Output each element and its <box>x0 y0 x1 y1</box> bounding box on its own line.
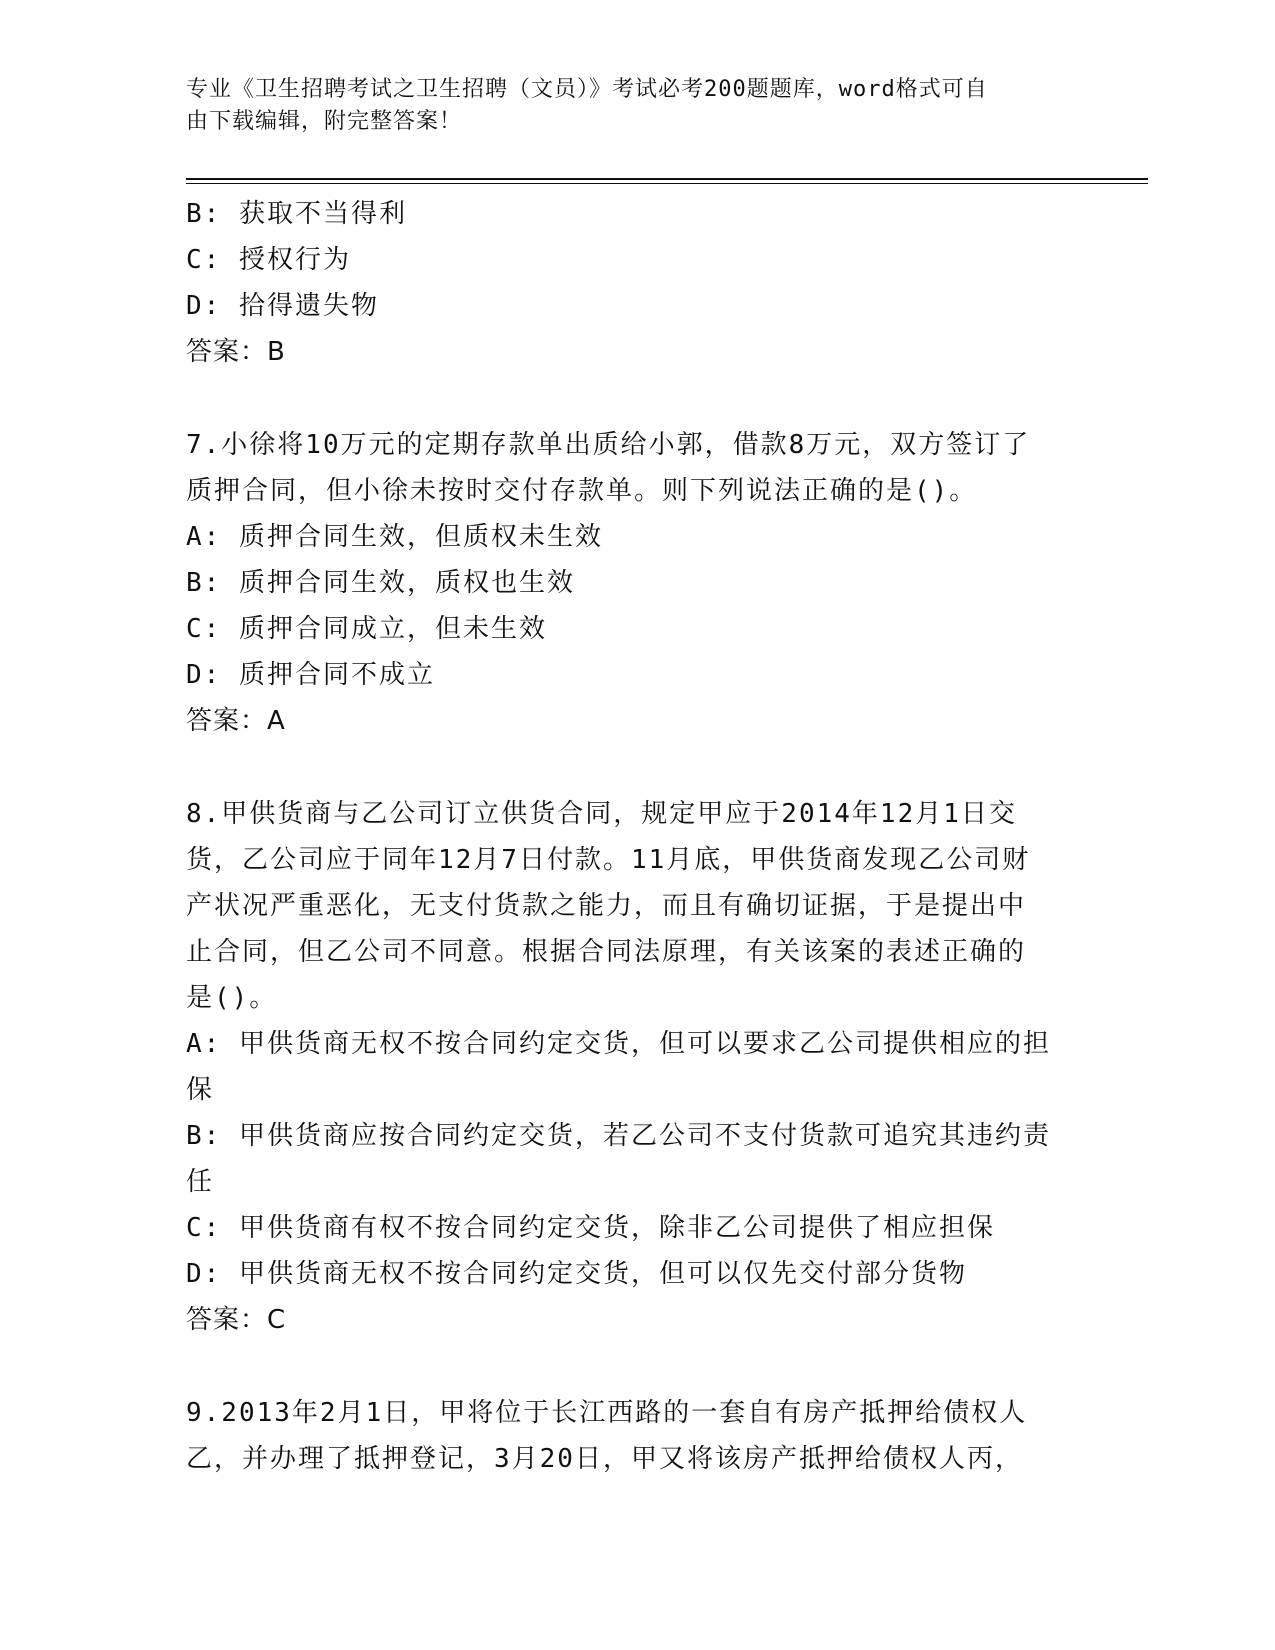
answer-line: 答案：B <box>186 337 286 367</box>
question-8 <box>186 791 1086 1343</box>
option-b-continued: 任 <box>186 1167 215 1197</box>
question-spacer <box>186 1343 1086 1390</box>
option-c: C: 质押合同成立，但未生效 <box>186 614 547 644</box>
option-d: D: 质押合同不成立 <box>186 660 435 690</box>
option-b: B: 获取不当得利 <box>186 199 407 229</box>
option-b: B: 质押合同生效，质权也生效 <box>186 568 575 598</box>
question-text-line: 乙，并办理了抵押登记，3月20日，甲又将该房产抵押给债权人丙， <box>186 1444 1023 1474</box>
answer-line: 答案：C <box>186 1305 287 1335</box>
page-header <box>186 74 1066 138</box>
question-text-line: 是()。 <box>186 983 278 1013</box>
question-spacer <box>186 375 1086 422</box>
option-c: C: 甲供货商有权不按合同约定交货，除非乙公司提供了相应担保 <box>186 1213 995 1243</box>
question-text-line: 止合同，但乙公司不同意。根据合同法原理，有关该案的表述正确的 <box>186 937 1027 967</box>
header-rule-thick <box>186 178 1148 180</box>
question-text-line: 9.2013年2月1日，甲将位于长江西路的一套自有房产抵押给债权人 <box>186 1398 1028 1428</box>
question-text-line: 8.甲供货商与乙公司订立供货合同，规定甲应于2014年12月1日交 <box>186 799 1017 829</box>
option-a: A: 甲供货商无权不按合同约定交货，但可以要求乙公司提供相应的担 <box>186 1029 1051 1059</box>
answer-line: 答案：A <box>186 706 286 736</box>
header-line-2: 由下载编辑，附完整答案！ <box>186 109 463 134</box>
option-a-continued: 保 <box>186 1075 215 1105</box>
question-spacer <box>186 744 1086 791</box>
header-line-1: 专业《卫生招聘考试之卫生招聘（文员）》考试必考200题题库，word格式可自 <box>186 77 988 102</box>
option-d: D: 拾得遗失物 <box>186 291 379 321</box>
question-text-line: 产状况严重恶化，无支付货款之能力，而且有确切证据，于是提出中 <box>186 891 1027 921</box>
option-c: C: 授权行为 <box>186 245 351 275</box>
question-text-line: 货，乙公司应于同年12月7日付款。11月底，甲供货商发现乙公司财 <box>186 845 1031 875</box>
document-body <box>186 191 1086 1482</box>
option-a: A: 质押合同生效，但质权未生效 <box>186 522 603 552</box>
header-rule-thin <box>186 183 1148 184</box>
question-6-continued <box>186 191 1086 375</box>
question-text-line: 质押合同，但小徐未按时交付存款单。则下列说法正确的是()。 <box>186 476 978 506</box>
question-9 <box>186 1390 1086 1482</box>
question-7 <box>186 422 1086 744</box>
option-d: D: 甲供货商无权不按合同约定交货，但可以仅先交付部分货物 <box>186 1259 967 1289</box>
question-text-line: 7.小徐将10万元的定期存款单出质给小郭，借款8万元，双方签订了 <box>186 430 1031 460</box>
option-b: B: 甲供货商应按合同约定交货，若乙公司不支付货款可追究其违约责 <box>186 1121 1051 1151</box>
